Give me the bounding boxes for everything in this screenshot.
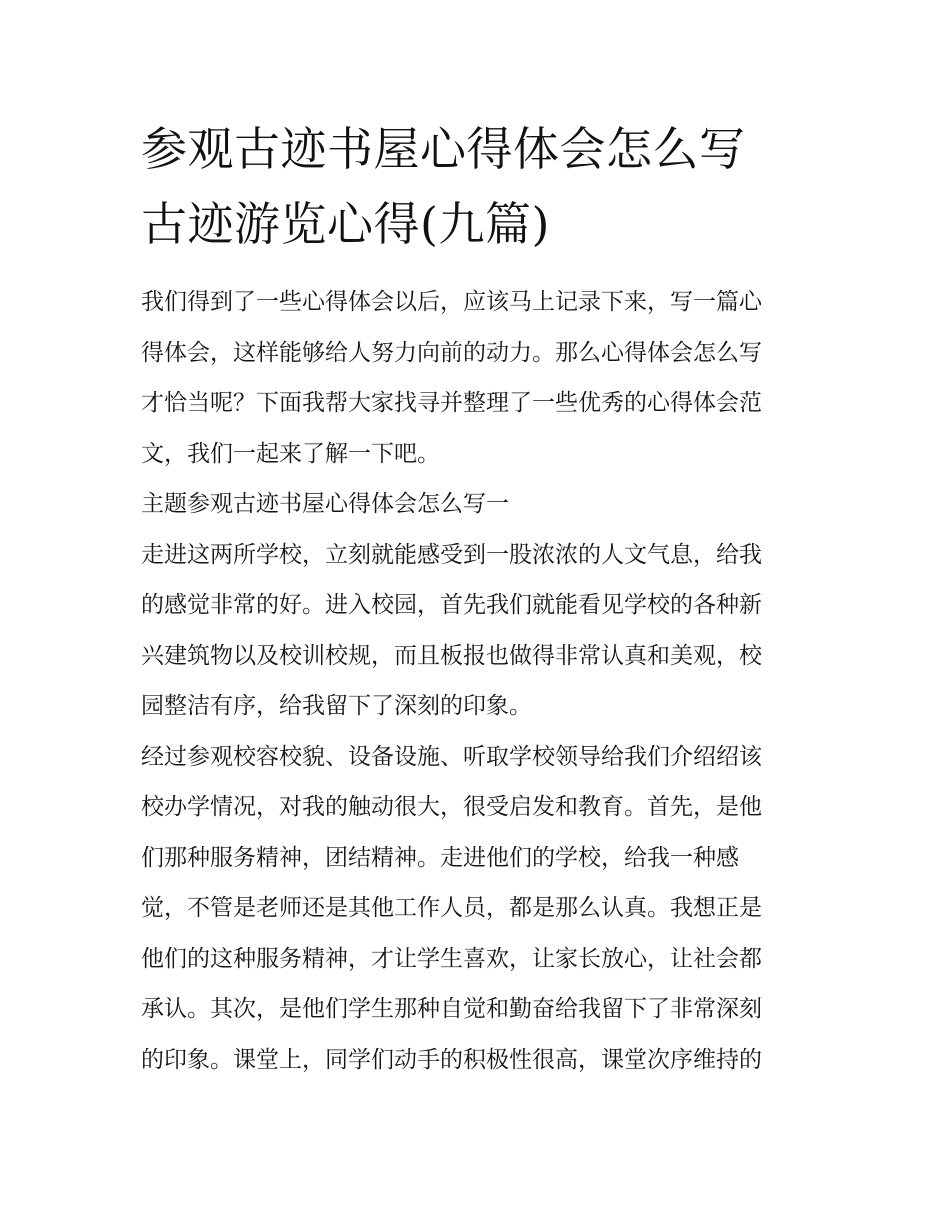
paragraph-line: 承认。其次，是他们学生那种自觉和勤奋给我留下了非常深刻 [141,996,762,1022]
document-content [141,112,811,1085]
paragraph-line: 兴建筑物以及校训校规，而且板报也做得非常认真和美观，校 [141,642,762,669]
paragraph-line: 经过参观校容校貌、设备设施、听取学校领导给我们介绍绍该 [141,743,762,770]
paragraph-1 [141,530,811,732]
intro-line: 文，我们一起来了解一下吧。 [141,440,440,467]
paragraph-line: 的印象。课堂上，同学们动手的积极性很高，课堂次序维持的 [141,1046,762,1073]
intro-line: 得体会，这样能够给人努力向前的动力。那么心得体会怎么写 [141,339,762,366]
intro-line: 才恰当呢？下面我帮大家找寻并整理了一些优秀的心得体会范 [141,390,762,416]
document-title [141,112,811,262]
paragraph-line: 他们的这种服务精神，才让学生喜欢，让家长放心，让社会都 [141,945,762,972]
intro-line: 我们得到了一些心得体会以后，应该马上记录下来，写一篇心 [141,289,762,315]
paragraph-line: 园整洁有序，给我留下了深刻的印象。 [141,693,532,719]
paragraph-line: 们那种服务精神，团结精神。走进他们的学校，给我一种感 [141,844,739,871]
section-heading-text: 主题参观古迹书屋心得体会怎么写一 [141,491,509,517]
paragraph-line: 走进这两所学校，立刻就能感受到一股浓浓的人文气息，给我 [141,541,762,568]
paragraph-line: 校办学情况，对我的触动很大，很受启发和教育。首先，是他 [141,794,762,820]
title-line-2: 古迹游览心得(九篇) [141,197,550,251]
paragraph-2 [141,732,811,1086]
paragraph-line: 的感觉非常的好。进入校园，首先我们就能看见学校的各种新 [141,592,762,618]
section-heading [141,479,811,530]
title-line-1: 参观古迹书屋心得体会怎么写 [141,122,746,176]
paragraph-line: 觉，不管是老师还是其他工作人员，都是那么认真。我想正是 [141,895,762,921]
intro-paragraph [141,277,811,479]
